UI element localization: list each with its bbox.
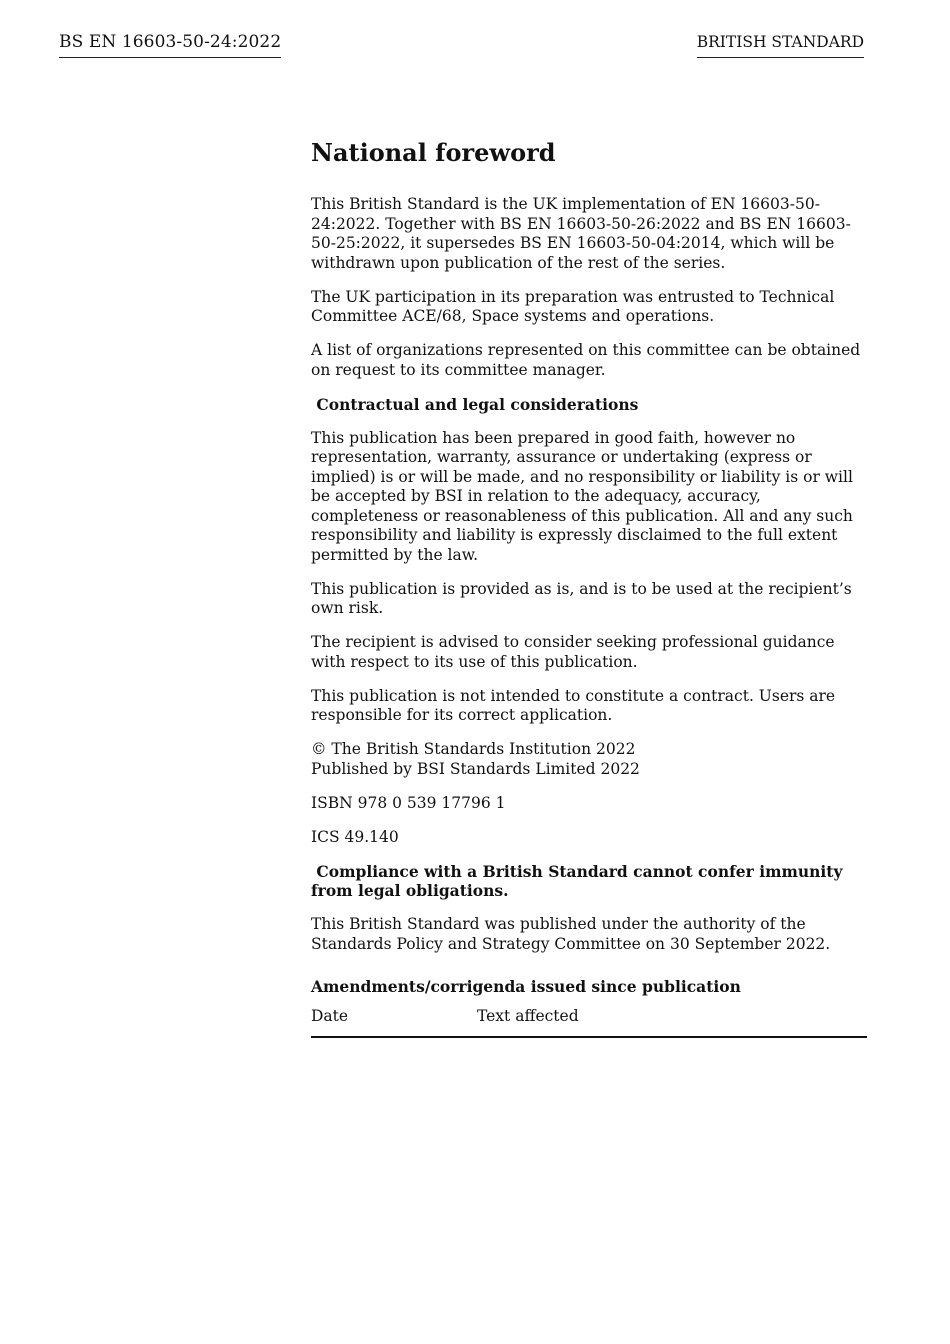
contractual-heading: Contractual and legal considerations <box>316 394 639 414</box>
isbn: ISBN 978 0 539 17796 1 <box>311 793 506 812</box>
committee-paragraph: The UK participation in its preparation was entrusted to Technical Committee ACE/68, Space systems and operations. <box>311 287 835 325</box>
copyright-block <box>311 740 867 779</box>
guidance-paragraph: The recipient is advised to consider seeking professional guidance with respect to its use of this publication. <box>311 633 835 671</box>
page-title: National foreword <box>311 138 556 167</box>
compliance-heading: Compliance with a British Standard cannot confer immunity from legal obligations. <box>311 861 843 900</box>
copyright-line: © The British Standards Institution 2022 <box>311 740 636 758</box>
publisher-line: Published by BSI Standards Limited 2022 <box>311 759 640 778</box>
ics-code: ICS 49.140 <box>311 827 399 846</box>
document-number: BS EN 16603-50-24:2022 <box>59 31 281 58</box>
national-foreword-section <box>311 138 867 1038</box>
organizations-paragraph: A list of organizations represented on this committee can be obtained on request to its committee manager. <box>311 341 861 379</box>
document-type: BRITISH STANDARD <box>697 32 864 58</box>
amendments-title: Amendments/corrigenda issued since publication <box>311 977 741 996</box>
implementation-paragraph: This British Standard is the UK implementation of EN 16603-50-24:2022. Together with BS EN 16603-50-26:2022 and BS EN 16603-50-25:2022, it supersedes BS EN 16603-50-04:2014, which will be withdrawn upon publication of the rest of the series. <box>311 195 851 272</box>
not-contract-paragraph: This publication is not intended to constitute a contract. Users are responsible for its correct application. <box>311 686 836 724</box>
amendments-table-header <box>311 1007 867 1039</box>
text-affected-column-header: Text affected <box>477 1006 579 1025</box>
date-column-header: Date <box>311 1006 349 1025</box>
authority-paragraph: This British Standard was published under the authority of the Standards Policy and Strategy Committee on 30 September 2022. <box>311 915 831 953</box>
good-faith-paragraph: This publication has been prepared in good faith, however no representation, warranty, assurance or undertaking (express or implied) is or will be made, and no responsibility or liability is or will be accepted by BSI in relation to the adequacy, accuracy, completeness or reasonableness of this publication. All and any such responsibility and liability is expressly disclaimed to the full extent permitted by the law. <box>311 428 853 564</box>
own-risk-paragraph: This publication is provided as is, and is to be used at the recipient’s own risk. <box>311 579 852 617</box>
